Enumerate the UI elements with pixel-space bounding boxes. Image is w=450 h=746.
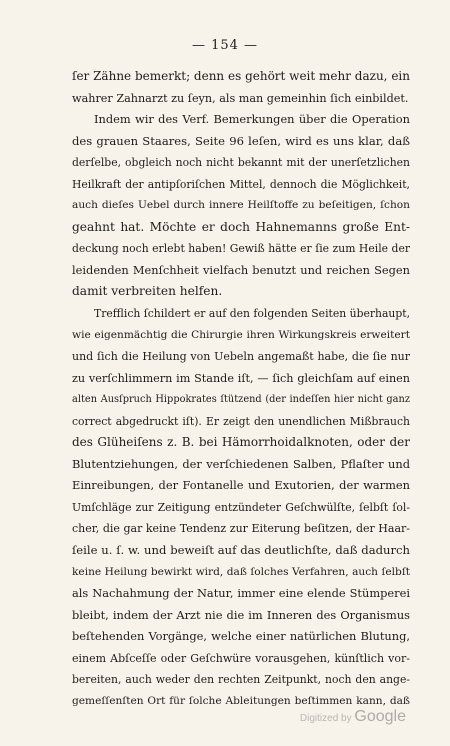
text-line: alten Ausſpruch Hippokrates ſtützend (der indeſſen hier nicht ganz [72,394,410,406]
text-line: gemeſſenſten Ort für ſolche Ableitungen beſtimmen kann, daß [72,694,410,707]
text-line: cher, die gar keine Tendenz zur Eiterung beſitzen, der Haar- [72,522,410,536]
google-watermark [300,708,406,726]
text-line: Indem wir des Verf. Bemerkungen über die Operation [94,112,410,127]
text-line: Einreibungen, der Fontanelle und Exutorien, der warmen [72,478,410,493]
text-line: derſelbe, obgleich noch nicht bekannt mit der unerſetzlichen [72,156,410,170]
text-line: Trefflich ſchildert er auf den folgenden Seiten überhaupt, [94,307,410,321]
watermark-prefix: Digitized by [299,713,352,724]
text-line: wahrer Zahnarzt zu ſeyn, als man gemeinhin ſich einbildet. [72,91,409,105]
text-line: ſeile u. ſ. w. und beweiſt auf das deutlichſte, daß dadurch [72,543,410,558]
text-line: damit verbreiten helfen. [72,284,223,299]
text-line: keine Heilung bewirkt wird, daß ſolches Verfahren, auch ſelbſt [72,565,410,578]
text-line: des Glüheiſens z. B. bei Hämorrhoidalknoten, oder der [72,435,410,450]
text-line: ſer Zähne bemerkt; denn es gehört weit mehr dazu, ein [72,69,410,83]
google-logo: Google [354,708,406,725]
text-line: Heilkraft der antipſoriſchen Mittel, dennoch die Möglichkeit, [72,177,410,191]
text-line: und ſich die Heilung von Uebeln angemaßt habe, die ſie nur [72,350,410,364]
text-line: wie eigenmächtig die Chirurgie ihren Wirkungskreis erweitert [72,328,410,341]
page-number: — 154 — [191,38,259,53]
body-text [72,66,410,712]
text-line: Blutentziehungen, der verſchiedenen Salben, Pflaſter und [72,456,410,471]
text-line: zu verſchlimmern im Stande iſt, — ſich gleichſam auf einen [72,371,410,385]
text-line: als Nachahmung der Natur, immer eine elende Stümperei [72,586,410,601]
text-line: correct abgedruckt iſt). Er zeigt den unendlichen Mißbrauch [72,414,410,428]
text-line: des grauen Staares, Seite 96 leſen, wird es uns klar, daß [72,133,410,148]
text-line: leidenden Menſchheit vielfach benutzt und reichen Segen [72,262,410,277]
text-line: bereiten, auch weder den rechten Zeitpunkt, noch den ange- [72,673,410,687]
text-line: beſtehenden Vorgänge, welche einer natürlichen Blutung, [72,629,410,644]
text-line: Umſchläge zur Zeitigung entzündeter Geſchwülſte, ſelbſt ſol- [72,500,410,514]
text-line: auch dieſes Uebel durch innere Heilſtoffe zu beſeitigen, ſchon [72,199,410,212]
text-line: geahnt hat. Möchte er doch Hahnemanns große Ent- [72,219,410,234]
text-line: bleibt, indem der Arzt nie die im Inneren des Organismus [72,607,410,622]
text-line: einem Abſceſſe oder Geſchwüre vorausgehen, künſtlich vor- [72,651,410,665]
text-line: deckung noch erlebt haben! Gewiß hätte er ſie zum Heile der [72,242,410,256]
